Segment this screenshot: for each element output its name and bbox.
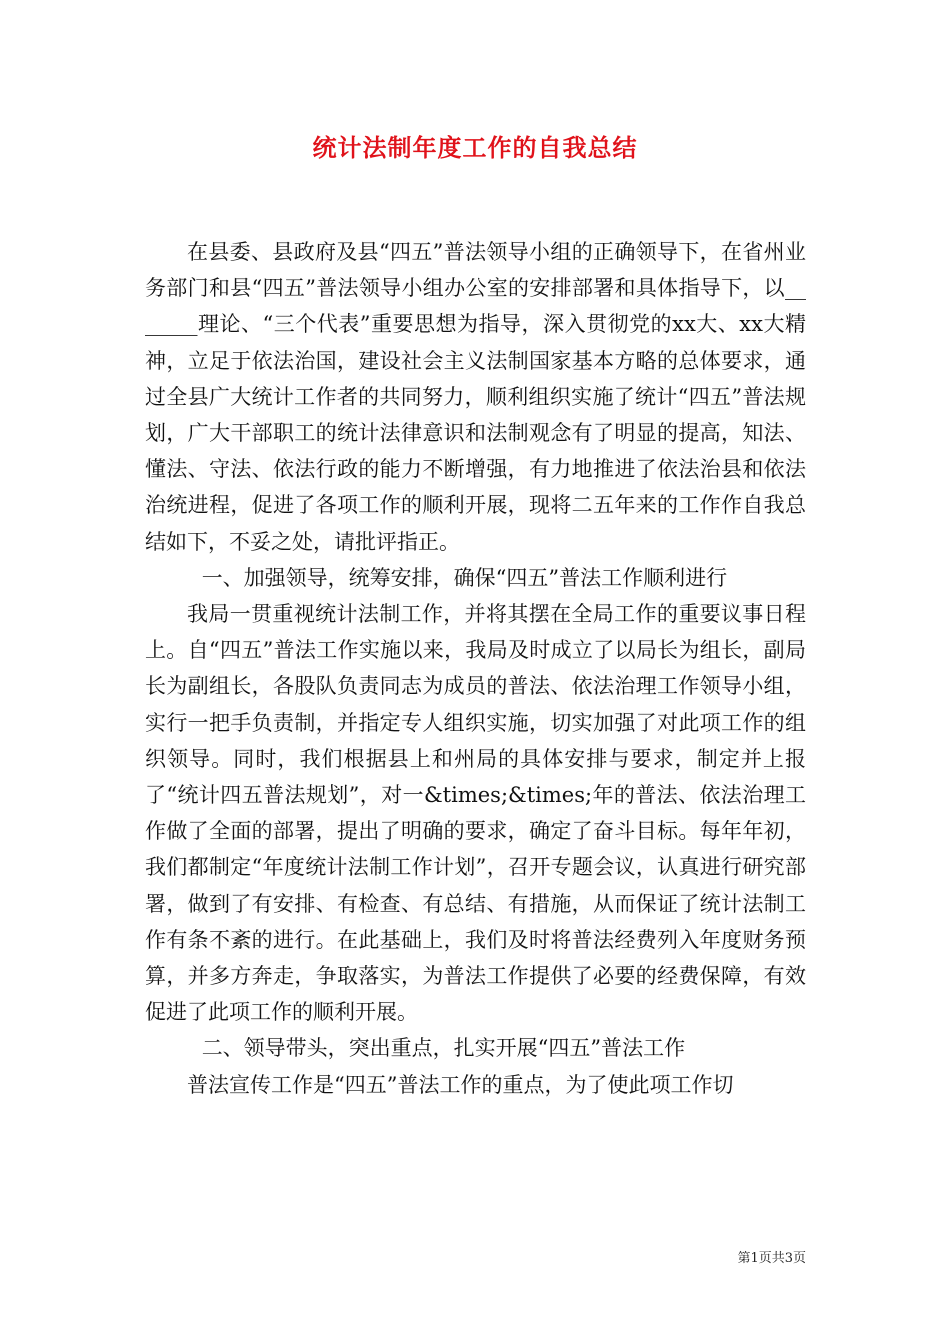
page-number: 第1页共3页	[737, 1251, 806, 1266]
paragraph-section-2: 普法宣传工作是“四五”普法工作的重点，为了使此项工作切	[187, 1072, 734, 1097]
section-heading-1: 一、加强领导，统筹安排，确保“四五”普法工作顺利进行	[201, 565, 728, 590]
page-title: 统计法制年度工作的自我总结	[312, 133, 638, 162]
document-body	[145, 234, 806, 1103]
paragraph-section-1: 我局一贯重视统计法制工作，并将其摆在全局工作的重要议事日程上。自“四五”普法工作实施以来，我局及时成立了以局长为组长，副局长为副组长，各股队负责同志为成员的普法、依法治理工作领导小组，实行一把手负责制，并指定专人组织实施，切实加强了对此项工作的组织领导。同时，我们根据县上和州局的具体安排与要求，制定并上报了“统计四五普法规划”，对一&times;&times;年的普法、依法治理工作做了全面的部署，提出了明确的要求，确定了奋斗目标。每年年初，我们都制定“年度统计法制工作计划”，召开专题会议，认真进行研究部署，做到了有安排、有检查、有总结、有措施，从而保证了统计法制工作有条不紊的进行。在此基础上，我们及时将普法经费列入年度财务预算，并多方奔走，争取落实，为普法工作提供了必要的经费保障，有效促进了此项工作的顺利开展。	[145, 602, 806, 1025]
paragraph-intro: 在县委、县政府及县“四五”普法领导小组的正确领导下，在省州业务部门和县“四五”普法领导小组办公室的安排部署和具体指导下，以_______理论、“三个代表”重要思想为指导，深入贯彻党的xx大、xx大精神，立足于依法治国，建设社会主义法制国家基本方略的总体要求，通过全县广大统计工作者的共同努力，顺利组织实施了统计“四五”普法规划，广大干部职工的统计法律意识和法制观念有了明显的提高，知法、懂法、守法、依法行政的能力不断增强，有力地推进了依法治县和依法治统进程，促进了各项工作的顺利开展，现将二五年来的工作作自我总结如下，不妥之处，请批评指正。	[145, 240, 806, 554]
section-heading-2: 二、领导带头，突出重点，扎实开展“四五”普法工作	[201, 1036, 686, 1061]
